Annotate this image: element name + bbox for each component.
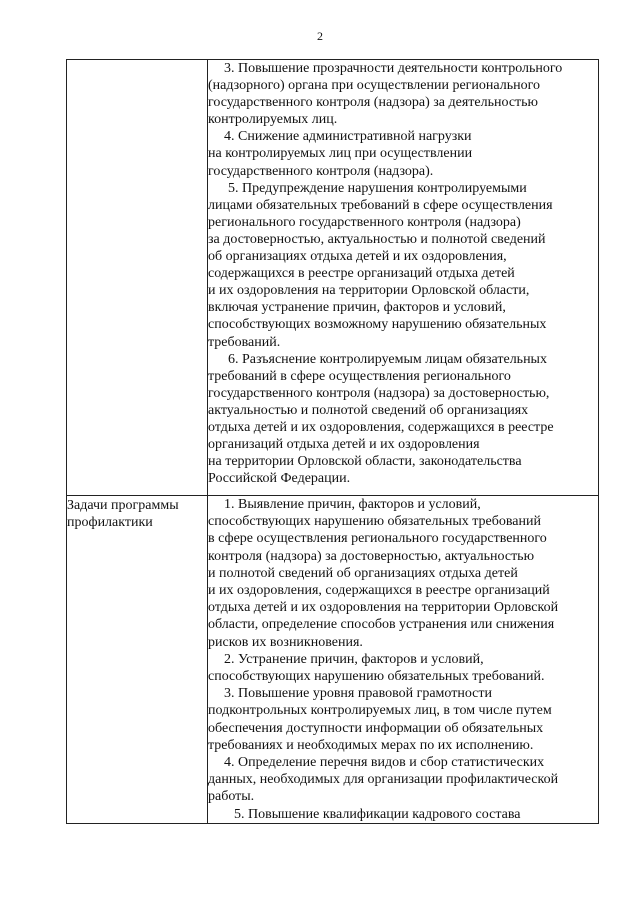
text-line: и полнотой сведений об организациях отдыха детей: [208, 565, 518, 581]
text-line: включая устранение причин, факторов и условий,: [208, 300, 506, 316]
text-line: государственного контроля (надзора) за деятельностью: [208, 95, 539, 111]
row-label-line: профилактики: [67, 515, 153, 531]
text-line: лицами обязательных требований в сфере осуществления: [208, 197, 553, 213]
text-line: 4. Снижение административной нагрузки: [224, 129, 472, 145]
row-label-cell: [67, 60, 208, 496]
table-row: [67, 60, 599, 496]
text-line: способствующих нарушению обязательных требований: [208, 514, 541, 530]
row-content-cell: [208, 496, 599, 824]
paragraph: [208, 128, 598, 179]
text-line: на контролируемых лиц при осуществлении: [208, 146, 473, 162]
text-line: контролируемых лиц.: [208, 112, 338, 128]
paragraph: [208, 60, 598, 128]
text-line: 5. Предупреждение нарушения контролируемыми: [228, 180, 527, 196]
paragraph: [208, 651, 598, 685]
text-line: обеспечения доступности информации об обязательных: [208, 720, 544, 736]
text-line: на территории Орловской области, законодательства: [208, 454, 522, 470]
text-line: требованиях и необходимых мерах по их исполнению.: [208, 737, 534, 753]
text-line: об организациях отдыха детей и их оздоровления,: [208, 249, 507, 265]
text-line: 3. Повышение уровня правовой грамотности: [224, 686, 493, 702]
text-line: способствующих возможному нарушению обязательных: [208, 317, 547, 333]
text-line: государственного контроля (надзора) за достоверностью,: [208, 385, 550, 401]
text-line: рисков их возникновения.: [208, 634, 363, 650]
text-line: требований в сфере осуществления регионального: [208, 368, 511, 384]
paragraph: [208, 806, 598, 823]
row-label-line: Задачи программы: [67, 498, 179, 513]
text-line: Российской Федерации.: [208, 471, 351, 487]
text-line: организаций отдыха детей и их оздоровления: [208, 437, 480, 453]
table-row: [67, 496, 599, 824]
text-line: и их оздоровления, содержащихся в реестре организаций: [208, 583, 550, 599]
text-line: 1. Выявление причин, факторов и условий,: [224, 497, 481, 512]
text-line: государственного контроля (надзора).: [208, 163, 434, 179]
text-line: области, определение способов устранения или снижения: [208, 617, 555, 633]
text-line: и их оздоровления на территории Орловской области,: [208, 283, 530, 299]
text-line: в сфере осуществления регионального государственного: [208, 531, 547, 547]
text-line: отдыха детей и их оздоровления на территории Орловской: [208, 600, 559, 616]
text-line: 2. Устранение причин, факторов и условий,: [224, 651, 484, 667]
paragraph: [208, 685, 598, 754]
text-line: (надзорного) органа при осуществлении регионального: [208, 78, 540, 94]
row-label-cell: [67, 496, 208, 824]
page-number: 2: [317, 29, 323, 43]
paragraph: [208, 180, 598, 351]
text-line: актуальностью и полнотой сведений об организациях: [208, 402, 529, 418]
text-line: 4. Определение перечня видов и сбор статистических: [224, 755, 545, 771]
row-content-cell: [208, 60, 599, 496]
text-line: 6. Разъяснение контролируемым лицам обязательных: [228, 351, 547, 367]
text-line: работы.: [208, 789, 255, 805]
text-line: подконтрольных контролируемых лиц, в том числе путем: [208, 703, 552, 719]
text-line: способствующих нарушению обязательных требований.: [208, 669, 545, 685]
text-line: 5. Повышение квалификации кадрового состава: [234, 806, 521, 822]
text-line: отдыха детей и их оздоровления, содержащихся в реестре: [208, 419, 554, 435]
text-line: за достоверностью, актуальностью и полнотой сведений: [208, 231, 546, 247]
text-line: содержащихся в реестре организаций отдыха детей: [208, 266, 515, 282]
paragraph: [208, 496, 598, 651]
text-line: регионального государственного контроля (надзора): [208, 214, 521, 230]
document-table: [66, 59, 599, 824]
row-label: [67, 496, 207, 531]
paragraph: [208, 351, 598, 488]
text-line: контроля (надзора) за достоверностью, актуальностью: [208, 548, 535, 564]
text-line: требований.: [208, 334, 281, 350]
text-line: 3. Повышение прозрачности деятельности контрольного: [224, 61, 563, 76]
paragraph: [208, 754, 598, 806]
text-line: данных, необходимых для организации профилактической: [208, 772, 559, 788]
